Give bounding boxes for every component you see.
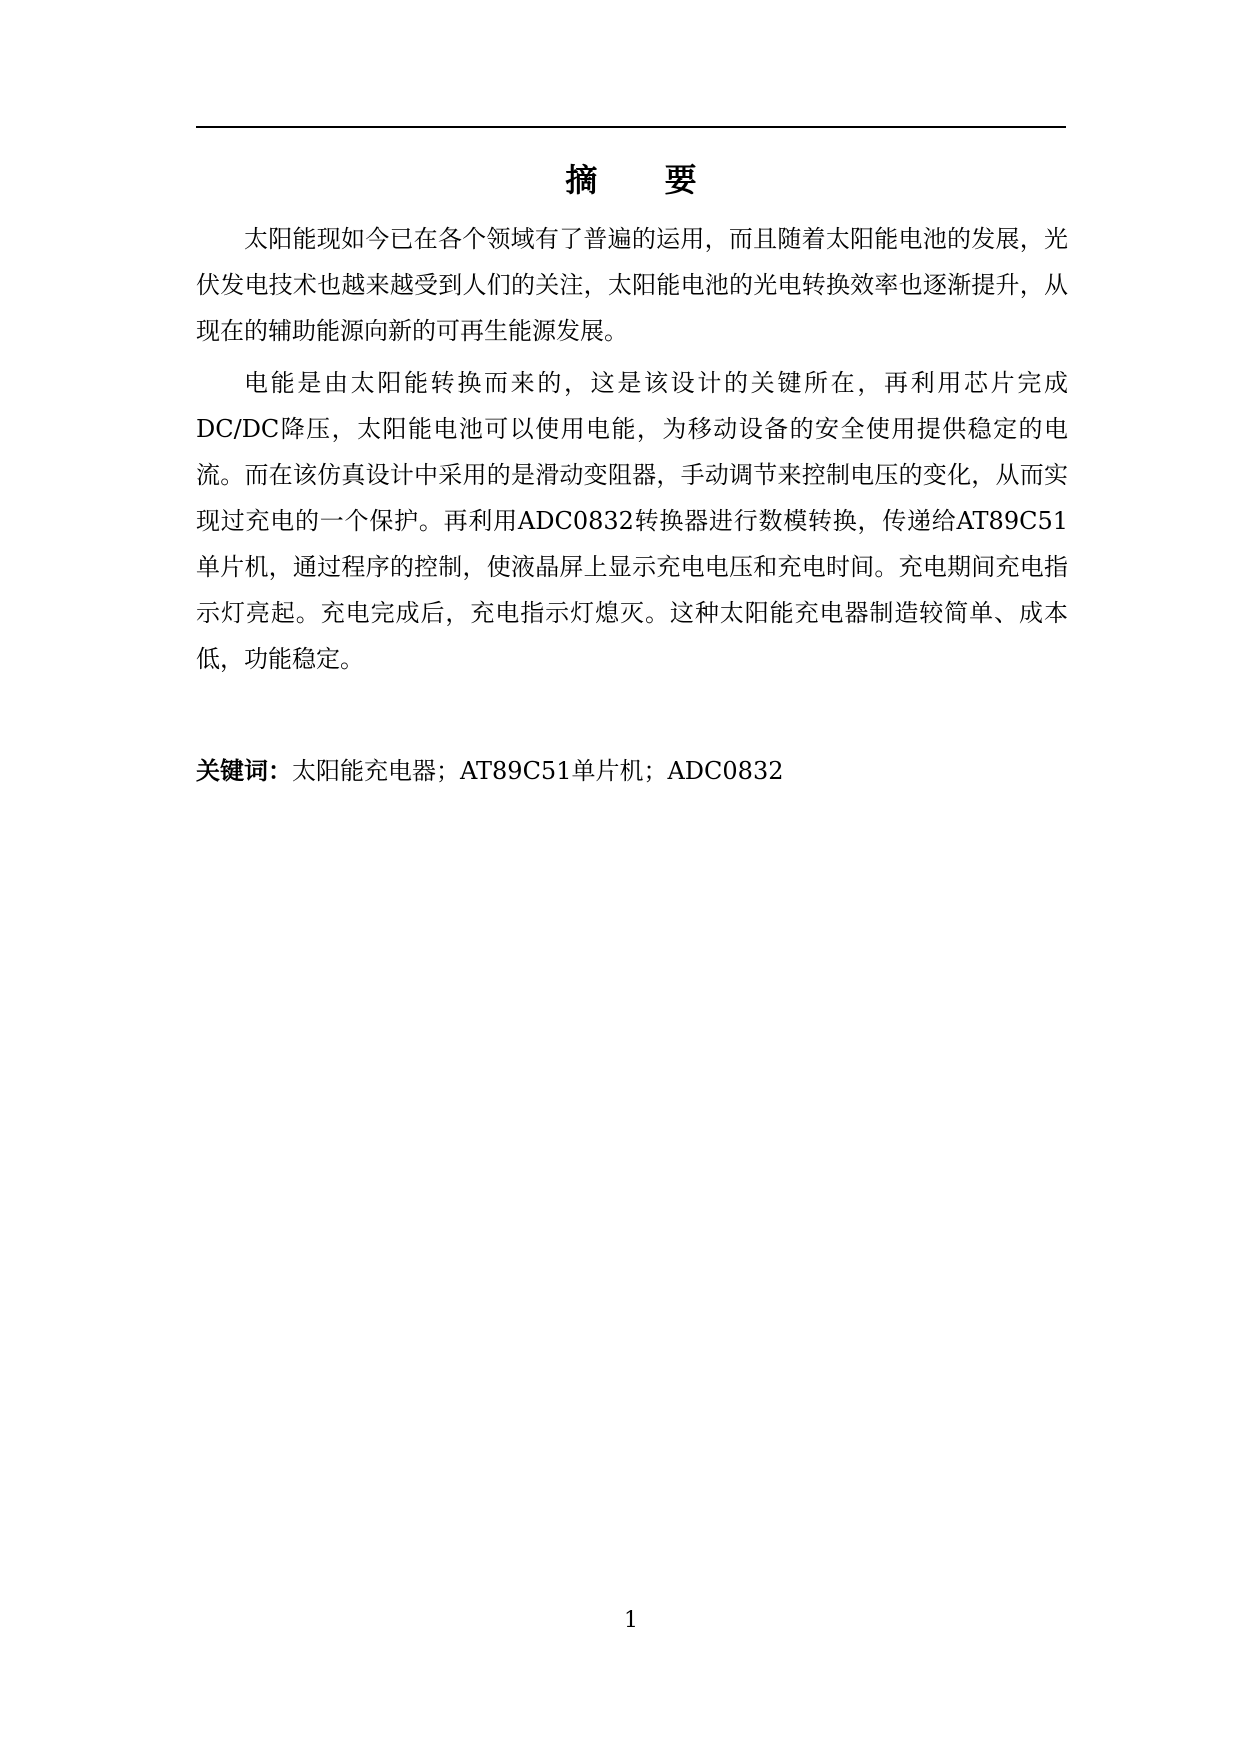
- abstract-body: [196, 216, 1068, 688]
- abstract-paragraph-2: 电能是由太阳能转换而来的，这是该设计的关键所在，再利用芯片完成DC/DC降压，太阳能电池可以使用电能，为移动设备的安全使用提供稳定的电流。而在该仿真设计中采用的是滑动变阻器，手动调节来控制电压的变化，从而实现过充电的一个保护。再利用ADC0832转换器进行数模转换，传递给AT89C51单片机，通过程序的控制，使液晶屏上显示充电电压和充电时间。充电期间充电指示灯亮起。充电完成后，充电指示灯熄灭。这种太阳能充电器制造较简单、成本低，功能稳定。: [196, 369, 1068, 673]
- keywords-line: [196, 748, 1068, 794]
- keywords-label: 关键词：: [196, 757, 292, 785]
- page-number: 1: [624, 1608, 638, 1633]
- page-title: 摘 要: [565, 161, 725, 199]
- keywords-text: 太阳能充电器；AT89C51单片机；ADC0832: [292, 757, 784, 785]
- header-rule: [196, 126, 1066, 128]
- abstract-paragraph-1: 太阳能现如今已在各个领域有了普遍的运用，而且随着太阳能电池的发展，光伏发电技术也越来越受到人们的关注，太阳能电池的光电转换效率也逐渐提升，从现在的辅助能源向新的可再生能源发展。: [196, 225, 1068, 345]
